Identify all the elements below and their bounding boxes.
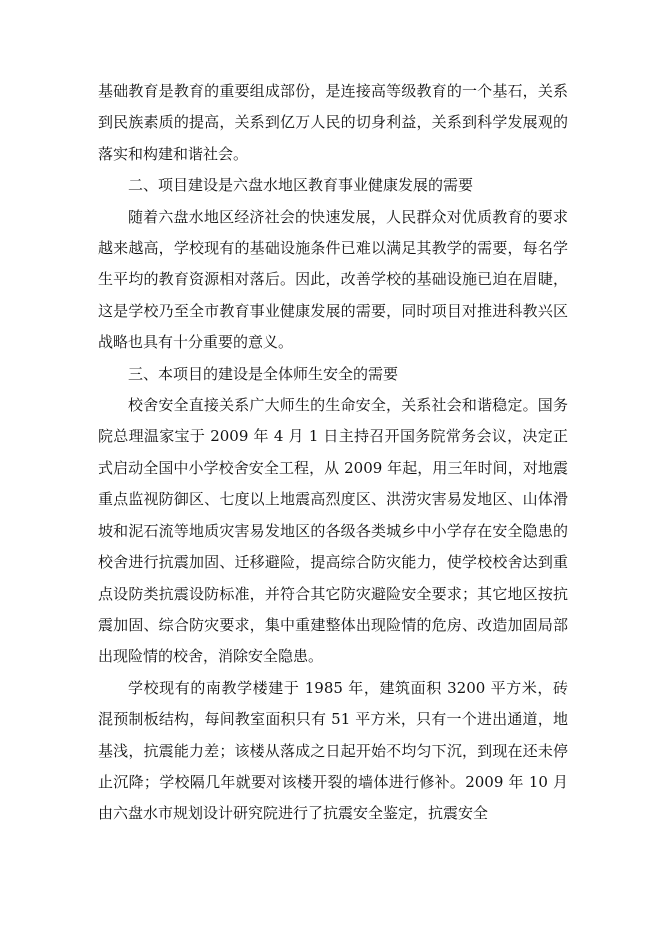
paragraph-basic-education: 基础教育是教育的重要组成部份，是连接高等级教育的一个基石，关系到民族素质的提高，关系到亿万人民的切身利益，关系到科学发展观的落实和构建和谐社会。 — [98, 82, 568, 163]
paragraph-school-safety: 校舍安全直接关系广大师生的生命安全，关系社会和谐稳定。国务院总理温家宝于 2009 年 4 月 1 日主持召开国务院常务会议，决定正式启动全国中小学校舍安全工程，从 2009 年起，用三年时间，对地震重点监视防御区、七度以上地震高烈度区、洪涝灾害易发地区、山体滑坡和泥石流等地质灾害易发地区的各级各类城乡中小学存在安全隐患的校舍进行抗震加固、迁移避险，提高综合防灾能力，使学校校舍达到重点设防类抗震设防标准，并符合其它防灾避险安全要求；其它地区按抗震加固、综合防灾要求，集中重建整体出现险情的危房、改造加固局部出现险情的校舍，消除安全隐患。 — [98, 396, 568, 666]
section-heading-three: 三、本项目的建设是全体师生安全的需要 — [128, 364, 399, 383]
paragraph-south-building: 学校现有的南教学楼建于 1985 年，建筑面积 3200 平方米，砖混预制板结构，每间教室面积只有 51 平方米，只有一个进出通道，地基浅，抗震能力差；该楼从落成之日起开始不均匀下沉，到现在还未停止沉降；学校隔几年就要对该楼开裂的墙体进行修补。2009 年 10 月由六盘水市规划设计研究院进行了抗震安全鉴定，抗震安全 — [98, 678, 568, 823]
section-heading-two: 二、项目建设是六盘水地区教育事业健康发展的需要 — [128, 176, 474, 195]
paragraph-development-need: 随着六盘水地区经济社会的快速发展，人民群众对优质教育的要求越来越高，学校现有的基础设施条件已难以满足其教学的需要，每名学生平均的教育资源相对落后。因此，改善学校的基础设施已迫在眉睫，这是学校乃至全市教育事业健康发展的需要，同时项目对推进科教兴区战略也具有十分重要的意义。 — [98, 207, 568, 352]
document-body — [98, 76, 568, 830]
